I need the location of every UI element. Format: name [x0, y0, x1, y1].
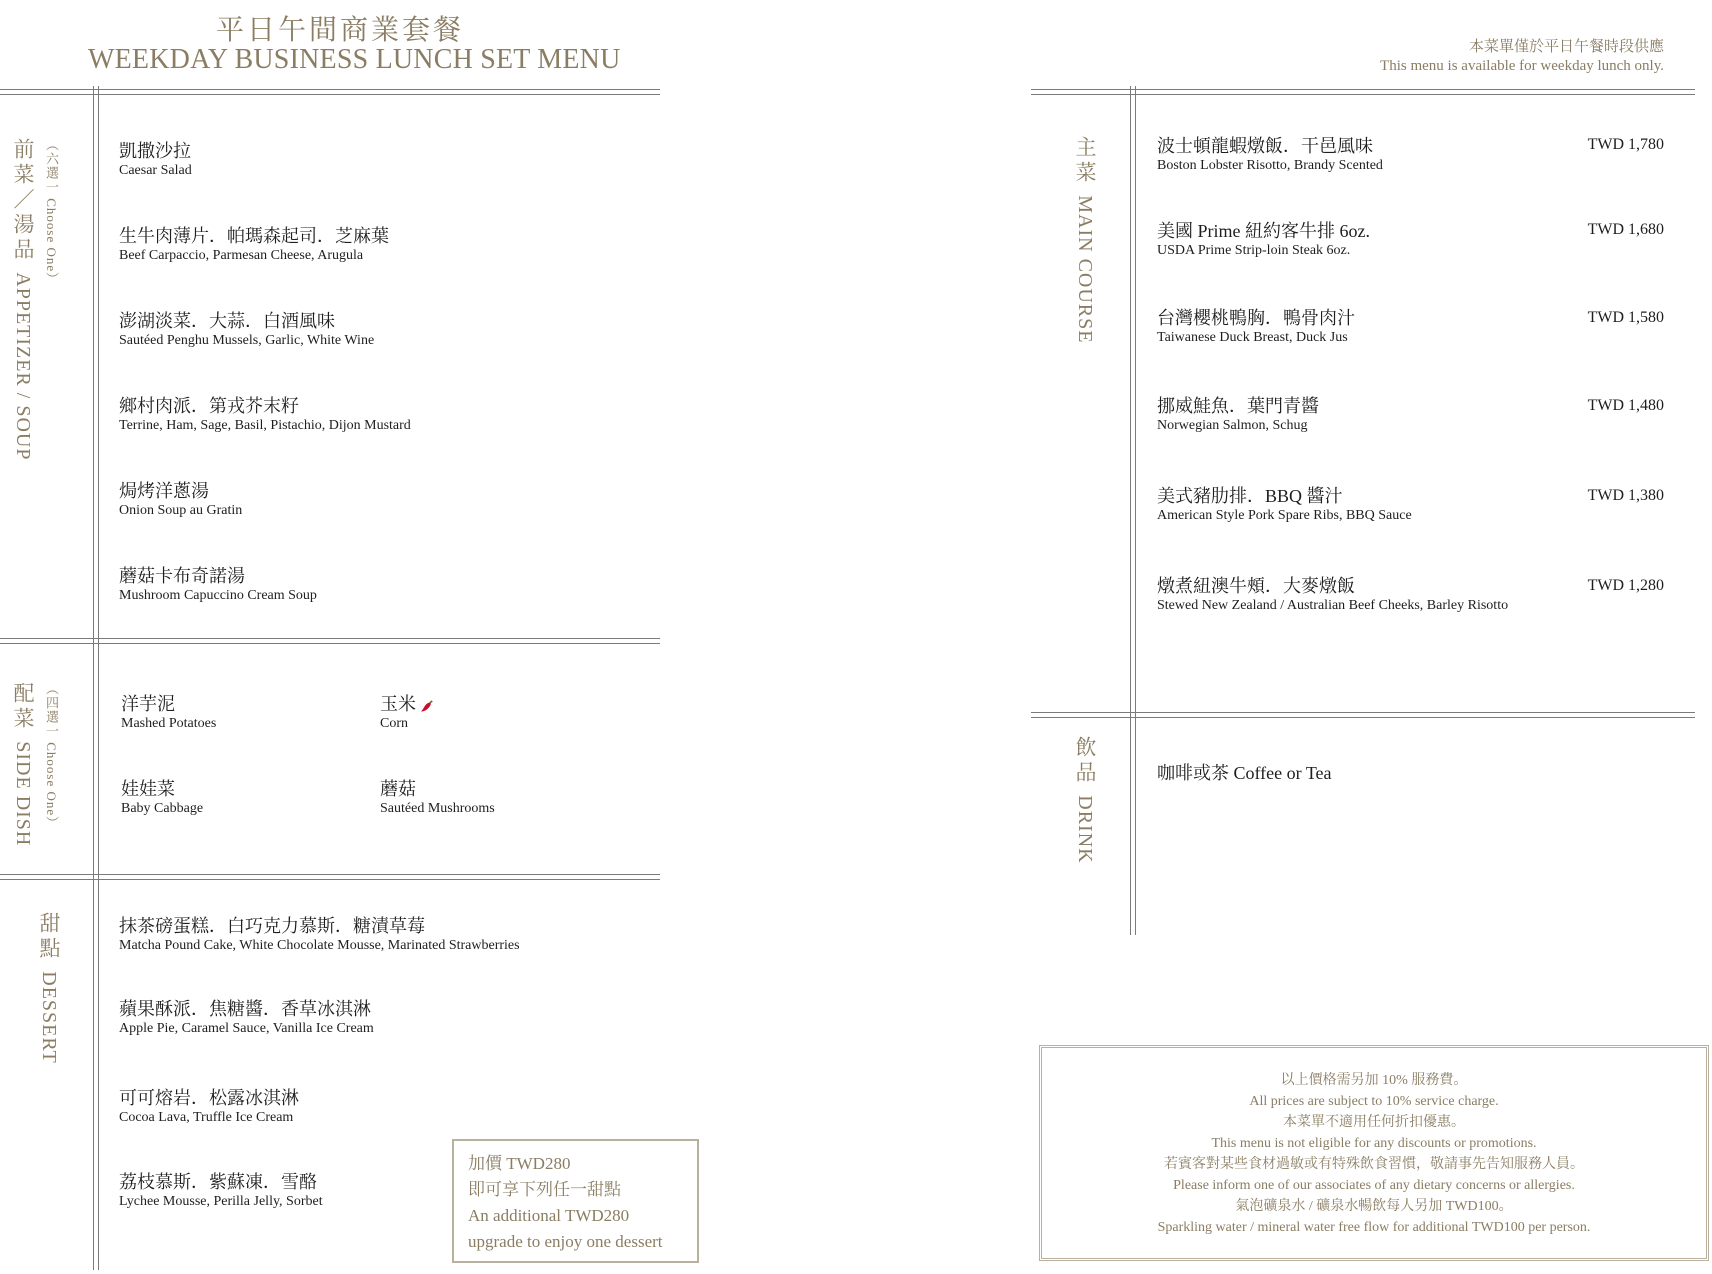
side-dish-section-label	[8, 682, 38, 846]
notice-line: 若賓客對某些食材過敏或有特殊飲食習慣，敬請事先告知服務人員。	[1164, 1157, 1584, 1172]
addon-line: 加價 TWD280	[468, 1154, 571, 1173]
availability-note-en: This menu is available for weekday lunch only.	[1380, 58, 1664, 74]
dessert-label-en: DESSERT	[38, 971, 60, 1064]
main-course-item	[1157, 395, 1319, 435]
dish-name-en: Beef Carpaccio, Parmesan Cheese, Arugula	[119, 248, 364, 263]
dish-name-en: Cocoa Lava, Truffle Ice Cream	[119, 1110, 294, 1125]
dish-name-en: Lychee Mousse, Perilla Jelly, Sorbet	[119, 1194, 323, 1209]
dish-name-zh: 焗烤洋蔥湯	[119, 481, 209, 501]
addon-line: 即可享下列任一甜點	[468, 1180, 621, 1199]
dish-name-en: Matcha Pound Cake, White Chocolate Mousse, Marinated Strawberries	[119, 938, 520, 953]
dish-name-zh: 台灣櫻桃鴨胸．鴨骨肉汁	[1157, 308, 1355, 328]
dish-name-en: Onion Soup au Gratin	[119, 503, 243, 518]
side-choose-note: （四選一 Choose One）	[44, 682, 59, 831]
side-dish-item	[380, 778, 495, 818]
appetizer-section-label	[8, 138, 38, 461]
dish-name-zh: 娃娃菜	[121, 779, 175, 799]
drink-section-label	[1070, 736, 1100, 864]
dish-name-zh-text: 玉米	[380, 694, 416, 714]
appetizer-item	[119, 310, 374, 350]
notice-line: 本菜單不適用任何折扣優惠。	[1283, 1115, 1465, 1130]
dish-name-en: Terrine, Ham, Sage, Basil, Pistachio, Dijon Mustard	[119, 418, 411, 433]
divider-vertical-left	[93, 86, 99, 1270]
price: TWD 1,580	[1587, 309, 1664, 326]
dish-name-zh: 燉煮紐澳牛頰．大麥燉飯	[1157, 576, 1355, 596]
main-label-zh: 主菜	[1073, 136, 1097, 186]
dish-name-en: USDA Prime Strip-loin Steak 6oz.	[1157, 243, 1351, 258]
main-course-item	[1157, 220, 1370, 260]
side-dish-item	[380, 693, 434, 733]
dessert-section-label	[34, 912, 64, 1064]
page-title-zh: 平日午間商業套餐	[215, 15, 464, 46]
price: TWD 1,480	[1587, 397, 1664, 414]
service-notice-box	[1039, 1045, 1709, 1261]
drink-name: 咖啡或茶 Coffee or Tea	[1157, 763, 1332, 783]
divider-top-left	[0, 89, 660, 95]
dish-name-zh: 凱撒沙拉	[119, 141, 191, 161]
notice-line: All prices are subject to 10% service charge.	[1249, 1094, 1499, 1109]
dish-name-en: Boston Lobster Risotto, Brandy Scented	[1157, 158, 1383, 173]
appetizer-label-zh: 前菜／湯品	[11, 138, 35, 263]
price: TWD 1,680	[1587, 221, 1664, 238]
dessert-item	[119, 1171, 323, 1211]
page-title-en: WEEKDAY BUSINESS LUNCH SET MENU	[88, 44, 621, 75]
drink-label-en: DRINK	[1074, 795, 1096, 864]
dish-name-en: Corn	[380, 716, 408, 731]
dish-name-en: Caesar Salad	[119, 163, 192, 178]
dish-name-zh: 蘋果酥派．焦糖醬．香草冰淇淋	[119, 999, 371, 1019]
side-dish-item	[121, 693, 216, 733]
dish-name-zh: 美式豬肋排．BBQ 醬汁	[1157, 486, 1343, 506]
main-course-item	[1157, 135, 1383, 175]
addon-line: An additional TWD280	[468, 1206, 630, 1225]
dish-name-en: Taiwanese Duck Breast, Duck Jus	[1157, 330, 1348, 345]
notice-line: 以上價格需另加 10% 服務費。	[1280, 1073, 1468, 1088]
main-course-item	[1157, 485, 1412, 525]
dish-name-en: Sautéed Mushrooms	[380, 801, 495, 816]
dish-name-zh: 生牛肉薄片．帕瑪森起司．芝麻葉	[119, 226, 389, 246]
dessert-addon-box	[452, 1139, 699, 1263]
dish-name-zh: 挪威鮭魚．葉門青醬	[1157, 396, 1319, 416]
dessert-item	[119, 1087, 299, 1127]
dish-name-en: Baby Cabbage	[121, 801, 204, 816]
appetizer-choose-note: （六選一 Choose One）	[44, 138, 59, 287]
appetizer-item	[119, 140, 192, 180]
dish-name-zh: 美國 Prime 紐約客牛排 6oz.	[1157, 221, 1370, 241]
dessert-item	[119, 998, 374, 1038]
dish-name-zh: 抹茶磅蛋糕．白巧克力慕斯．糖漬草莓	[119, 916, 425, 936]
notice-line: Please inform one of our associates of any dietary concerns or allergies.	[1173, 1178, 1575, 1193]
main-label-en: MAIN COURSE	[1074, 195, 1096, 344]
dish-name-zh	[380, 693, 434, 715]
main-course-item	[1157, 575, 1508, 615]
dish-name-zh: 鄉村肉派．第戎芥末籽	[119, 396, 299, 416]
dish-name-en: Sautéed Penghu Mussels, Garlic, White Wine	[119, 333, 375, 348]
notice-line: 氣泡礦泉水 / 礦泉水暢飲每人另加 TWD100。	[1235, 1199, 1513, 1214]
divider-vertical-right	[1130, 86, 1136, 935]
dish-name-zh: 可可熔岩．松露冰淇淋	[119, 1088, 299, 1108]
divider-appetizer-side	[0, 638, 660, 644]
main-course-item	[1157, 307, 1355, 347]
notice-line: Sparkling water / mineral water free flow for additional TWD100 per person.	[1157, 1220, 1591, 1235]
dish-name-en: Mashed Potatoes	[121, 716, 217, 731]
dish-name-zh: 蘑菇	[380, 779, 416, 799]
dish-name-en: Norwegian Salmon, Schug	[1157, 418, 1308, 433]
drink-label-zh: 飲品	[1073, 736, 1097, 786]
main-course-section-label	[1070, 136, 1100, 344]
appetizer-label-en: APPETIZER / SOUP	[12, 272, 34, 461]
dessert-label-zh: 甜點	[37, 912, 61, 962]
dish-name-en: Mushroom Capuccino Cream Soup	[119, 588, 317, 603]
chili-pepper-icon	[420, 699, 434, 713]
availability-note	[1380, 38, 1664, 76]
appetizer-item	[119, 480, 242, 520]
addon-line: upgrade to enjoy one dessert	[468, 1232, 663, 1251]
dish-name-zh: 波士頓龍蝦燉飯．干邑風味	[1157, 136, 1373, 156]
side-label-en: SIDE DISH	[12, 741, 34, 847]
appetizer-item	[119, 395, 411, 435]
divider-side-dessert	[0, 874, 660, 880]
dish-name-en: American Style Pork Spare Ribs, BBQ Sauce	[1157, 508, 1412, 523]
appetizer-item	[119, 565, 317, 605]
appetizer-item	[119, 225, 389, 265]
dish-name-en: Stewed New Zealand / Australian Beef Cheeks, Barley Risotto	[1157, 598, 1509, 613]
price: TWD 1,280	[1587, 577, 1664, 594]
notice-line: This menu is not eligible for any discounts or promotions.	[1211, 1136, 1537, 1151]
availability-note-zh: 本菜單僅於平日午餐時段供應	[1468, 39, 1664, 55]
dessert-item	[119, 915, 520, 955]
price: TWD 1,780	[1587, 136, 1664, 153]
side-label-zh: 配菜	[11, 682, 35, 732]
dish-name-zh: 澎湖淡菜．大蒜．白酒風味	[119, 311, 335, 331]
dish-name-zh: 荔枝慕斯．紫蘇凍．雪酪	[119, 1172, 317, 1192]
dish-name-zh: 蘑菇卡布奇諾湯	[119, 566, 245, 586]
drink-item	[1157, 762, 1332, 784]
side-dish-item	[121, 778, 203, 818]
dish-name-en: Apple Pie, Caramel Sauce, Vanilla Ice Cream	[119, 1021, 374, 1036]
price: TWD 1,380	[1587, 487, 1664, 504]
dish-name-zh: 洋芋泥	[121, 694, 175, 714]
